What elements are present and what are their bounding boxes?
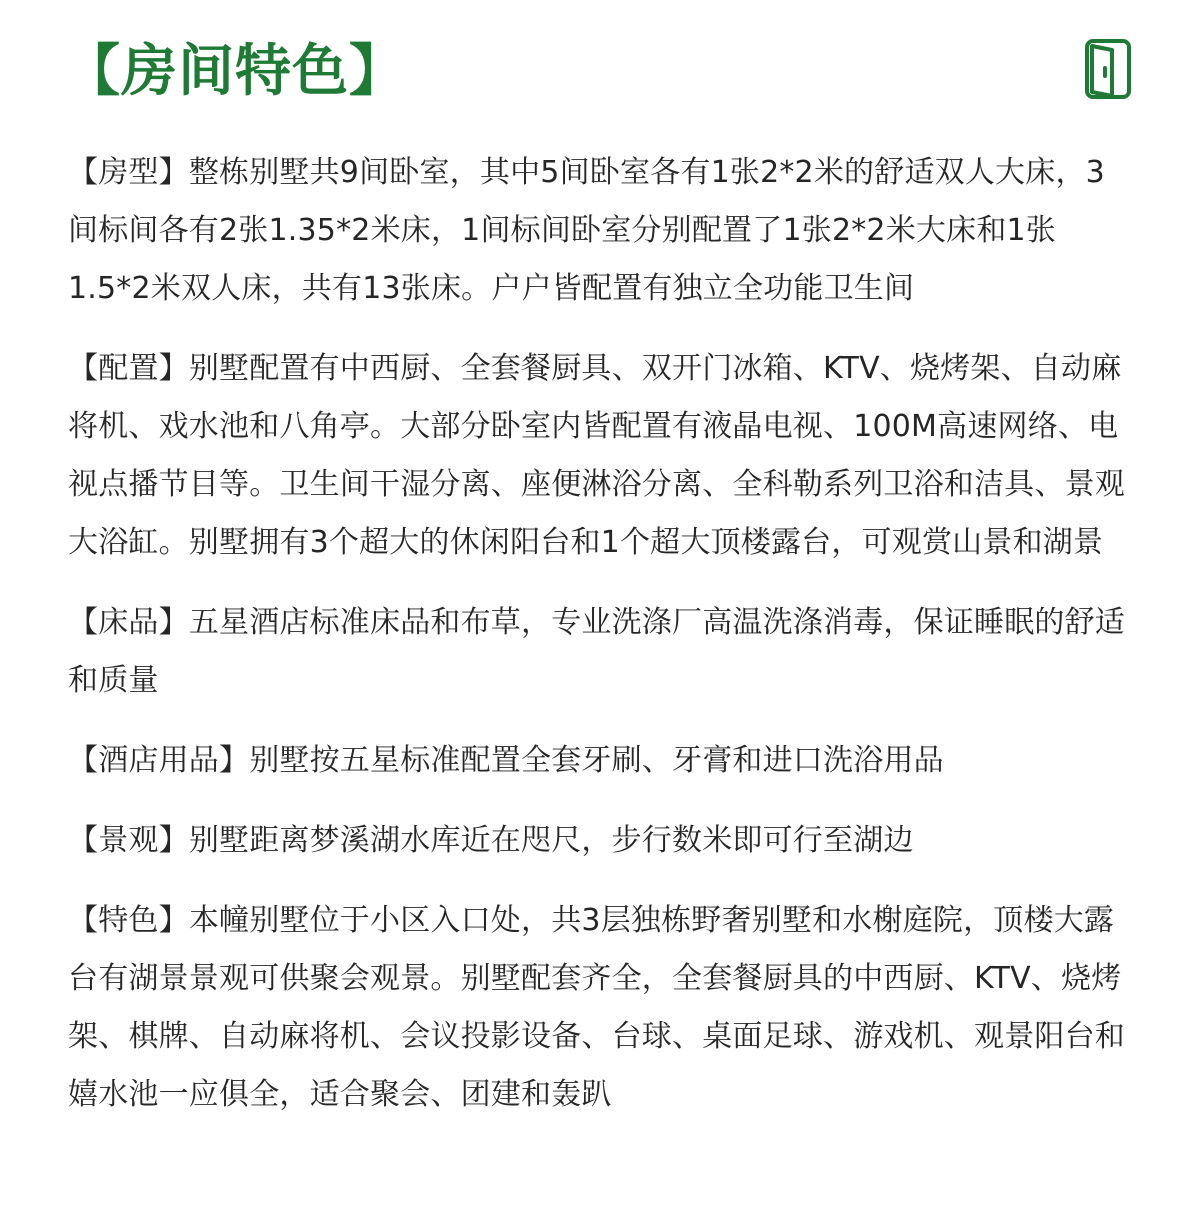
paragraph-configuration (68, 340, 1134, 572)
paragraph-bedding (68, 594, 1134, 710)
paragraph-text: 整栋别墅共9间卧室，其中5间卧室各有1张2*2米的舒适双人大床，3间标间各有2张1.35*2米床，1间标间卧室分别配置了1张2*2米大床和1张1.5*2米双人床，共有13张床。户户皆配置有独立全功能卫生间 (68, 155, 1105, 306)
door-icon[interactable] (1084, 38, 1132, 100)
paragraph-tag: 【房型】 (68, 155, 189, 190)
paragraph-text: 别墅配置有中西厨、全套餐厨具、双开门冰箱、KTV、烧烤架、自动麻将机、戏水池和八角亭。大部分卧室内皆配置有液晶电视、100M高速网络、电视点播节目等。卫生间干湿分离、座便淋浴分离、全科勒系列卫浴和洁具、景观大浴缸。别墅拥有3个超大的休闲阳台和1个超大顶楼露台，可观赏山景和湖景 (68, 351, 1125, 560)
paragraph-text: 五星酒店标准床品和布草，专业洗涤厂高温洗涤消毒，保证睡眠的舒适和质量 (68, 605, 1126, 698)
paragraph-text: 本幢别墅位于小区入口处，共3层独栋野奢别墅和水榭庭院，顶楼大露台有湖景景观可供聚会观景。别墅配套齐全，全套餐厨具的中西厨、KTV、烧烤架、棋牌、自动麻将机、会议投影设备、台球、桌面足球、游戏机、观景阳台和嬉水池一应俱全，适合聚会、团建和轰趴 (68, 903, 1125, 1112)
paragraph-tag: 【特色】 (68, 903, 189, 938)
paragraph-highlights (68, 892, 1134, 1124)
paragraph-room-type (68, 144, 1134, 318)
paragraph-scenery (68, 812, 1134, 870)
section-title: 【房间特色】 (64, 39, 406, 104)
paragraph-tag: 【酒店用品】 (68, 743, 250, 778)
paragraph-tag: 【景观】 (68, 823, 189, 858)
paragraph-tag: 【配置】 (68, 351, 189, 386)
paragraph-text: 别墅距离梦溪湖水库近在咫尺，步行数米即可行至湖边 (188, 823, 914, 858)
room-features-content (68, 144, 1134, 1146)
paragraph-tag: 【床品】 (68, 605, 189, 640)
paragraph-text: 别墅按五星标准配置全套牙刷、牙膏和进口洗浴用品 (249, 743, 944, 778)
paragraph-hotel-supplies (68, 732, 1134, 790)
header (64, 36, 1136, 108)
